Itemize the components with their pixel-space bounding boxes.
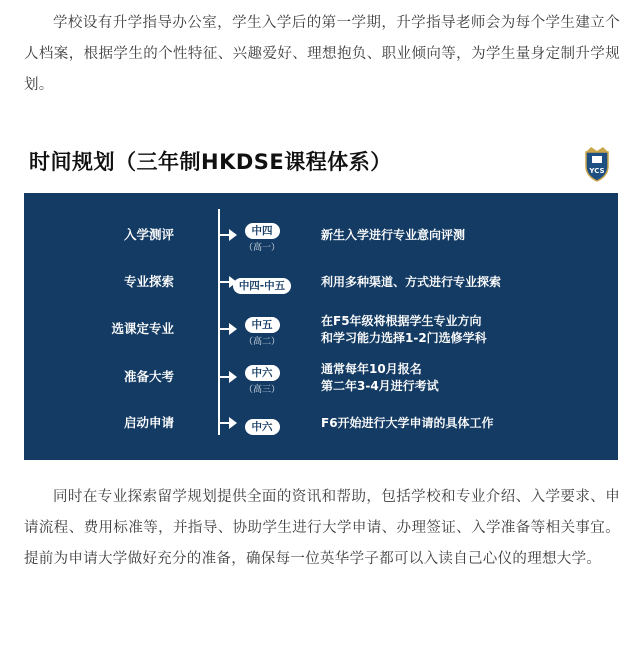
stage-label: 准备大考 — [123, 369, 174, 384]
grade-badge: 中四 — [245, 223, 280, 239]
stage-desc: F6开始进行大学申请的具体工作 — [321, 416, 494, 430]
closing-paragraph: 同时在专业探索留学规划提供全面的资讯和帮助，包括学校和专业介绍、入学要求、申请流程、费用标准等，并指导、协助学生进行大学申请、办理签证、入学准备等相关事宜。提前为申请大学做好充分的准备，确保每一位英华学子都可以入读自己心仪的理想大学。 — [24, 489, 620, 567]
stage-label: 启动申请 — [123, 415, 174, 430]
logo-text: YCS — [589, 167, 605, 175]
timeline-row-exam-prep — [24, 357, 618, 397]
school-crest-icon — [582, 146, 612, 182]
grade-badge: 中五 — [245, 317, 280, 333]
stage-label: 专业探索 — [123, 274, 174, 289]
grade-badge: 中四-中五 — [233, 278, 291, 294]
timeline-row-application — [24, 403, 618, 443]
stage-desc: 在F5年级将根据学生专业方向 和学习能力选择1-2门选修学科 — [321, 314, 487, 345]
grade-sub: （高三） — [243, 385, 280, 395]
grade-sub: （高二） — [243, 337, 280, 347]
timeline-row-enrollment — [24, 215, 618, 255]
timeline-row-exploration — [24, 262, 618, 302]
grade-badge: 中六 — [245, 365, 280, 381]
stage-desc: 利用多种渠道、方式进行专业探索 — [321, 275, 502, 289]
section-title: 时间规划（三年制HKDSE课程体系） — [29, 150, 392, 174]
stage-desc: 新生入学进行专业意向评测 — [321, 228, 466, 242]
stage-desc: 通常每年10月报名 第二年3-4月进行考试 — [321, 362, 439, 393]
grade-badge: 中六 — [245, 419, 280, 435]
timeline-panel — [24, 193, 618, 460]
timeline-row-course-selection — [24, 309, 618, 349]
stage-label: 选课定专业 — [111, 321, 174, 336]
stage-label: 入学测评 — [123, 227, 174, 242]
grade-sub: （高一） — [243, 243, 280, 253]
intro-paragraph: 学校设有升学指导办公室，学生入学后的第一学期，升学指导老师会为每个学生建立个人档案，根据学生的个性特征、兴趣爱好、理想抱负、职业倾向等，为学生量身定制升学规划。 — [24, 15, 620, 93]
